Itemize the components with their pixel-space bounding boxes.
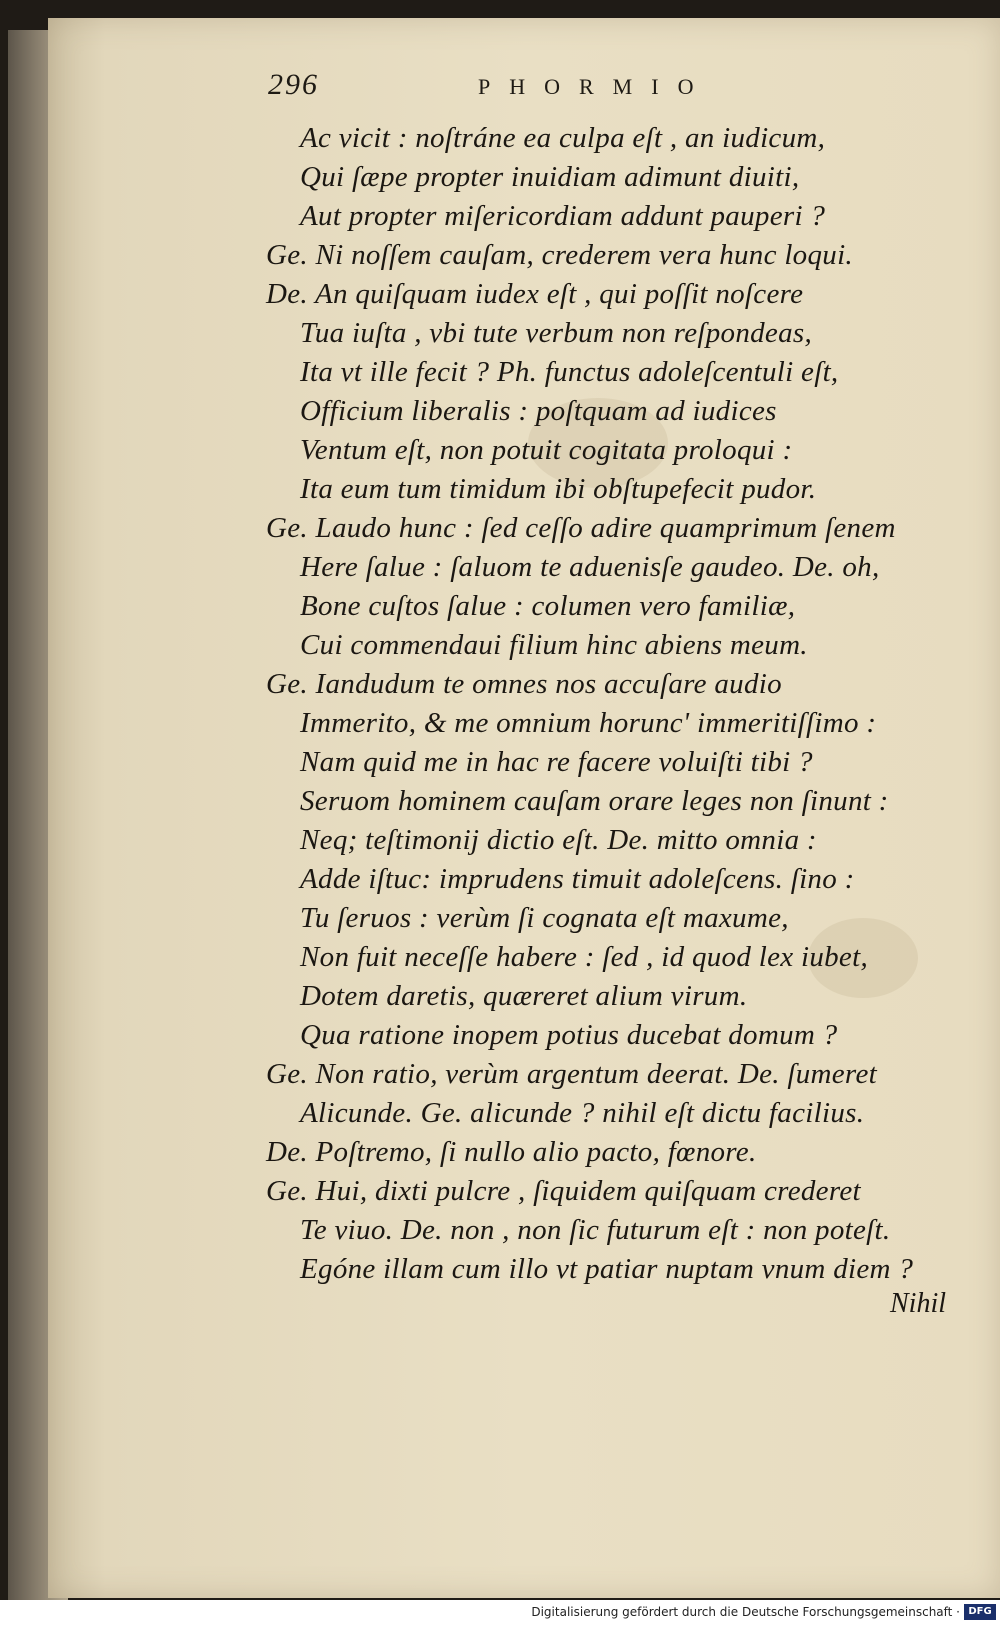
verse-line: Neq; teſtimonij dictio eſt. De. mitto omnia : xyxy=(300,824,817,856)
running-head: PHORMIO xyxy=(478,74,713,99)
verse-line: Alicunde. Ge. alicunde ? nihil eſt dictu facilius. xyxy=(300,1097,865,1129)
verse-line: Dotem daretis, quæreret alium virum. xyxy=(300,980,748,1012)
verse-line: Egóne illam cum illo vt patiar nuptam vnum diem ? xyxy=(300,1253,914,1285)
verse-line: Non fuit neceſſe habere : ſed , id quod lex iubet, xyxy=(300,941,868,973)
verse-line: Cui commendaui filium hinc abiens meum. xyxy=(300,629,808,661)
verse-line: Ita vt ille fecit ? Ph. functus adoleſcentuli eſt, xyxy=(300,356,839,388)
verse-line: Qua ratione inopem potius ducebat domum ? xyxy=(300,1019,838,1051)
verse-line: Immerito, & me omnium horunc' immeritiſſimo : xyxy=(300,707,877,739)
catchword: Nihil xyxy=(890,1288,947,1319)
dfg-logo-badge: DFG xyxy=(964,1604,996,1620)
verse-line: Ge. Non ratio, verùm argentum deerat. De. ſumeret xyxy=(266,1058,877,1090)
funding-credit: Digitalisierung gefördert durch die Deutsche Forschungsgemeinschaft · xyxy=(531,1605,960,1619)
verse-line: Aut propter miſericordiam addunt pauperi ? xyxy=(300,200,826,232)
verse-line: Te viuo. De. non , non ſic futurum eſt : non poteſt. xyxy=(300,1214,891,1246)
digitization-footer xyxy=(0,1600,1000,1625)
verse-line: Adde iſtuc: imprudens timuit adoleſcens. ſino : xyxy=(300,863,855,895)
verse-line: Here ſalue : ſaluom te aduenisſe gaudeo. De. oh, xyxy=(300,551,880,583)
verse-line: Ge. Laudo hunc : ſed ceſſo adire quamprimum ſenem xyxy=(266,512,896,544)
verse-line: De. Poſtremo, ſi nullo alio pacto, fœnore. xyxy=(266,1136,757,1168)
verse-line: Ventum eſt, non potuit cogitata proloqui : xyxy=(300,434,793,466)
verse-line: Ge. Hui, dixti pulcre , ſiquidem quiſquam crederet xyxy=(266,1175,861,1207)
page-number: 296 xyxy=(268,68,319,101)
verse-line: Nam quid me in hac re facere voluiſti tibi ? xyxy=(300,746,813,778)
verse-line: Ac vicit : noſtráne ea culpa eſt , an iudicum, xyxy=(300,122,826,154)
verse-line: Ita eum tum timidum ibi obſtupefecit pudor. xyxy=(300,473,817,505)
verse-line: Tu ſeruos : verùm ſi cognata eſt maxume, xyxy=(300,902,789,934)
verse-line: Bone cuſtos ſalue : columen vero familiæ, xyxy=(300,590,796,622)
verse-line: Ge. Iandudum te omnes nos accuſare audio xyxy=(266,668,782,700)
verse-line: De. An quiſquam iudex eſt , qui poſſit noſcere xyxy=(266,278,804,310)
verse-line: Officium liberalis : poſtquam ad iudices xyxy=(300,395,777,427)
verse-line: Tua iuſta , vbi tute verbum non reſpondeas, xyxy=(300,317,813,349)
verse-line: Qui ſæpe propter inuidiam adimunt diuiti, xyxy=(300,161,800,193)
verse-line: Ge. Ni noſſem cauſam, crederem vera hunc loqui. xyxy=(266,239,853,271)
verse-line: Seruom hominem cauſam orare leges non ſinunt : xyxy=(300,785,889,817)
page-header xyxy=(0,66,1000,106)
